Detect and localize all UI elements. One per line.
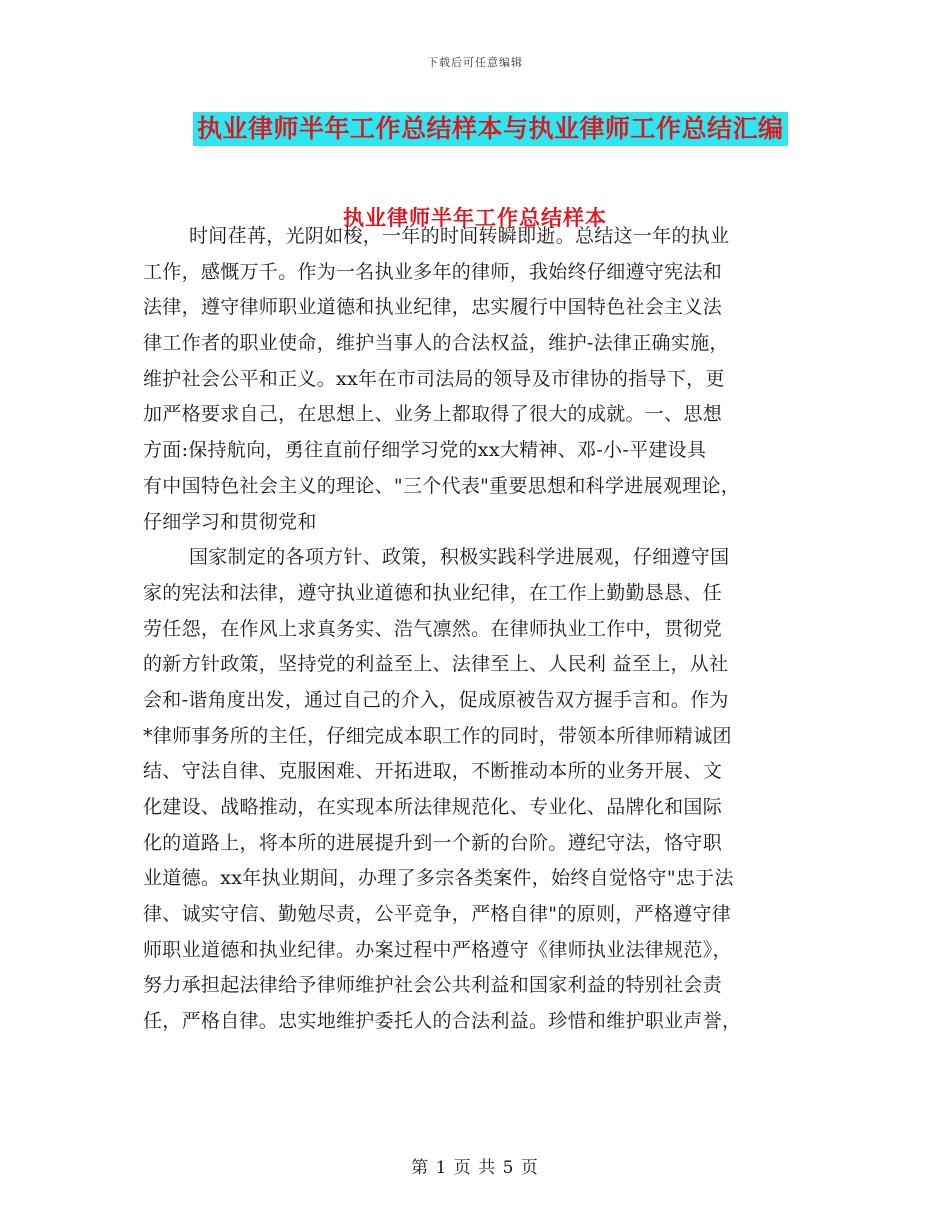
paragraph-line: 会和-谐角度出发，通过自己的介入，促成原被告双方握手言和。作为 [143,688,729,711]
paragraph-line: 结、守法自律、克服困难、开拓进取，不断推动本所的业务开展、文 [143,760,723,783]
paragraph-line: 方面:保持航向，勇往直前仔细学习党的xx大精神、邓-小-平建设具 [143,439,707,462]
paragraph-line: 任，严格自律。忠实地维护委托人的合法利益。珍惜和维护职业声誉， [143,1010,742,1033]
paragraph-line: 律工作者的职业使命，维护当事人的合法权益，维护-法律正确实施， [143,332,729,355]
paragraph-line: 师职业道德和执业纪律。办案过程中严格遵守《律师执业法律规范》， [143,938,732,961]
paragraph-line: 努力承担起法律给予律师维护社会公共利益和国家利益的特别社会责 [143,974,723,997]
document-title: 执业律师半年工作总结样本与执业律师工作总结汇编 [193,112,788,146]
paragraph-line: 有中国特色社会主义的理论、"三个代表"重要思想和科学进展观理论， [143,474,741,497]
paragraph-line: 业道德。xx年执业期间，办理了多宗各类案件，始终自觉恪守"忠于法 [143,867,734,890]
paragraph-line: 国家制定的各项方针、政策，积极实践科学进展观，仔细遵守国 [189,546,730,569]
paragraph-line: 加严格要求自己，在思想上、业务上都取得了很大的成就。一、思想 [143,403,723,426]
paragraph-line: 家的宪法和法律，遵守执业道德和执业纪律，在工作上勤勤恳恳、任 [143,581,723,604]
paragraph-line: 的新方针政策，坚持党的利益至上、法律至上、人民利 益至上，从社 [143,653,729,676]
paragraph-line: 维护社会公平和正义。xx年在市司法局的领导及市律协的指导下，更 [143,367,725,390]
paragraph-line: 法律，遵守律师职业道德和执业纪律，忠实履行中国特色社会主义法 [143,296,723,319]
paragraph-line: 律、诚实守信、勤勉尽责，公平竞争，严格自律"的原则，严格遵守律 [143,903,732,926]
section-title: 执业律师半年工作总结样本 [343,205,607,230]
paragraph-line: 化建设、战略推动，在实现本所法律规范化、专业化、品牌化和国际 [143,796,723,818]
paragraph-line: 时间荏苒，光阴如梭，一年的时间转瞬即逝。总结这一年的执业 [189,225,730,247]
paragraph-line: 化的道路上，将本所的进展提升到一个新的台阶。遵纪守法，恪守职 [143,831,723,854]
body-text [143,219,813,1040]
header-note: 下载后可任意编辑 [427,56,523,69]
paragraph-line: 劳任怨，在作风上求真务实、浩气凛然。在律师执业工作中，贯彻党 [143,617,723,640]
page-number: 第 1 页 共 5 页 [411,1158,539,1178]
paragraph-line: 工作，感慨万千。作为一名执业多年的律师，我始终仔细遵守宪法和 [143,260,723,283]
paragraph-line: *律师事务所的主任，仔细完成本职工作的同时，带领本所律师精诚团 [143,724,732,747]
paragraph-line: 仔细学习和贯彻党和 [143,510,317,533]
